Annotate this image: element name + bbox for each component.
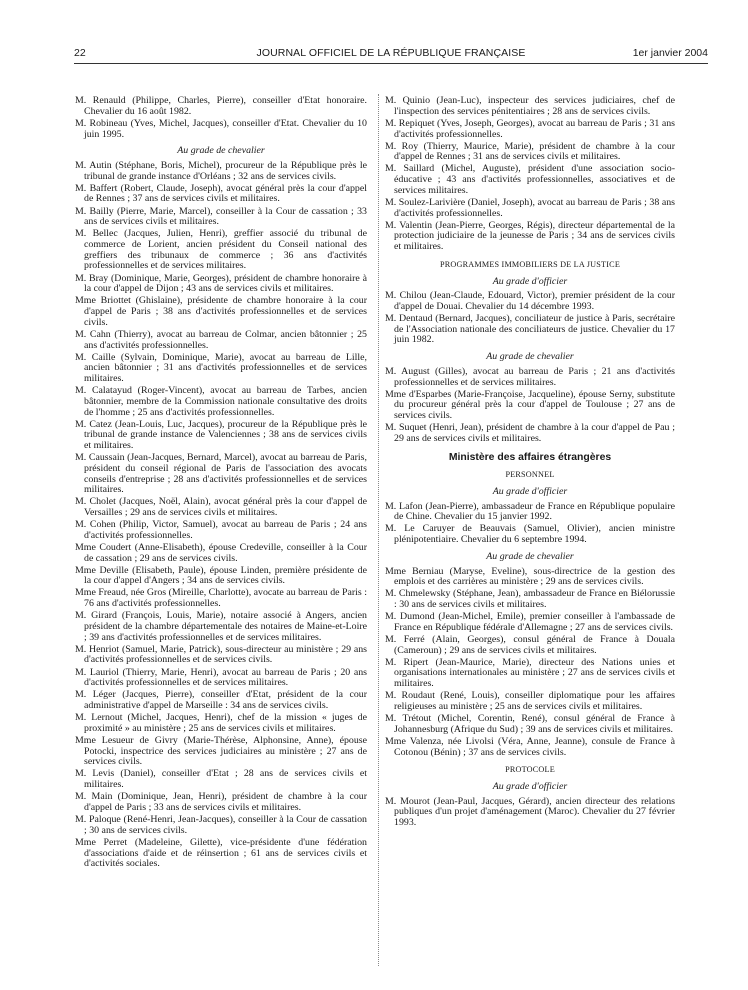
- section-heading-personnel: PERSONNEL: [505, 470, 555, 480]
- programmes-chevalier-entries: [385, 367, 675, 445]
- list-item: Mme Perret (Madeleine, Gilette), vice-présidente d'une fédération d'associations d'aide et de réinsertion ; 61 ans de services civils et d'activités sociales.: [75, 836, 367, 870]
- list-item: M. Henriot (Samuel, Marie, Patrick), sous-directeur au ministère ; 29 ans d'activités professionnelles et de services civils.: [75, 643, 367, 666]
- list-item: Mme Valenza, née Livolsi (Véra, Anne, Jeanne), consule de France à Cotonou (Bénin) ; 37 ans de services civils.: [385, 735, 675, 758]
- page-header: [74, 47, 708, 61]
- list-item: M. Robineau (Yves, Michel, Jacques), conseiller d'Etat. Chevalier du 10 juin 1995.: [75, 117, 367, 140]
- list-item: M. Saillard (Michel, Auguste), président d'une association socio-éducative ; 43 ans d'activités professionnelles, associatives et de services militaires.: [385, 163, 675, 196]
- page-number: 22: [74, 47, 86, 59]
- list-item: M. Chilou (Jean-Claude, Edouard, Victor), premier président de la cour d'appel de Douai. Chevalier du 14 décembre 1993.: [385, 290, 675, 312]
- ministry-officier-entries: [385, 502, 675, 546]
- programmes-officier-entries: [385, 291, 675, 346]
- list-item: M. Ferré (Alain, Georges), consul général de France à Douala (Cameroun) ; 29 ans de services civils et militaires.: [385, 633, 675, 656]
- issue-date: 1er janvier 2004: [632, 47, 708, 59]
- list-item: M. Levis (Daniel), conseiller d'Etat ; 28 ans de services civils et militaires.: [75, 768, 367, 791]
- grade-heading: Au grade de chevalier: [486, 351, 574, 363]
- list-item: M. Valentin (Jean-Pierre, Georges, Régis), directeur départemental de la protection judiciaire de la jeunesse de Paris ; 34 ans de services civils et militaires.: [385, 219, 675, 253]
- list-item: M. Le Caruyer de Beauvais (Samuel, Olivier), ancien ministre plénipotentiaire. Chevalier du 6 septembre 1994.: [385, 523, 675, 546]
- column-divider: [378, 94, 379, 966]
- list-item: M. Dumond (Jean-Michel, Emile), premier conseiller à l'ambassade de France en République fédérale d'Allemagne ; 27 ans de services civils.: [385, 611, 675, 633]
- list-item: M. Chmelewsky (Stéphane, Jean), ambassadeur de France en Biélorussie : 30 ans de services civils et militaires.: [385, 588, 675, 611]
- right-column: [385, 96, 675, 830]
- ministry-title: Ministère des affaires étrangères: [448, 451, 612, 463]
- list-item: M. Lernout (Michel, Jacques, Henri), chef de la mission « juges de proximité » au ministère ; 25 ans de services civils et militaires.: [75, 712, 367, 734]
- list-item: M. Suquet (Henri, Jean), président de chambre à la cour d'appel de Pau ; 29 ans de services civils et militaires.: [385, 422, 675, 444]
- list-item: Mme d'Esparbes (Marie-Françoise, Jacqueline), épouse Serny, substitute du procureur général près la cour d'appel de Toulouse ; 27 ans de services civils.: [385, 388, 675, 422]
- list-item: M. Bellec (Jacques, Julien, Henri), greffier associé du tribunal de commerce de Lorient, ancien président du Conseil national des greffiers des tribunaux de commerce ; 36 ans d'activités professionnelles et de services militaires.: [75, 228, 367, 272]
- list-item: M. Bray (Dominique, Marie, Georges), président de chambre honoraire à la cour d'appel de Dijon ; 43 ans de services civils et militaires.: [75, 272, 367, 295]
- grade-heading: Au grade d'officier: [492, 485, 568, 497]
- list-item: M. Mourot (Jean-Paul, Jacques, Gérard), ancien directeur des relations publiques d'un projet d'aménagement (Maroc). Chevalier du 27 février 1993.: [385, 795, 675, 829]
- section-heading-protocole: PROTOCOLE: [505, 765, 555, 775]
- list-item: M. Cahn (Thierry), avocat au barreau de Colmar, ancien bâtonnier ; 25 ans d'activités professionnelles.: [75, 328, 367, 351]
- list-item: M. Cohen (Philip, Victor, Samuel), avocat au barreau de Paris ; 24 ans d'activités professionnelles.: [75, 519, 367, 541]
- list-item: M. Dentaud (Bernard, Jacques), conciliateur de justice à Paris, secrétaire de l'Association nationale des conciliateurs de justice. Chevalier du 17 juin 1982.: [385, 313, 675, 346]
- list-item: M. Lauriol (Thierry, Marie, Henri), avocat au barreau de Paris ; 20 ans d'activités professionnelles et de services militaires.: [75, 666, 367, 689]
- list-item: M. Cholet (Jacques, Noël, Alain), avocat général près la cour d'appel de Versailles ; 29 ans de services civils et militaires.: [75, 496, 367, 518]
- protocole-entries: [385, 797, 675, 829]
- list-item: M. Roudaut (René, Louis), conseiller diplomatique pour les affaires religieuses au ministère ; 25 ans de services civils et militaires.: [385, 690, 675, 712]
- grade-heading: Au grade de chevalier: [486, 550, 574, 562]
- ministry-chevalier-entries: [385, 567, 675, 759]
- right-top-entries: [385, 96, 675, 253]
- list-item: M. Renauld (Philippe, Charles, Pierre), conseiller d'Etat honoraire. Chevalier du 16 août 1982.: [75, 95, 367, 117]
- list-item: Mme Coudert (Anne-Elisabeth), épouse Credeville, conseiller à la Cour de cassation ; 29 ans de services civils.: [75, 541, 367, 564]
- grade-heading: Au grade d'officier: [492, 275, 568, 287]
- list-item: M. Quinio (Jean-Luc), inspecteur des services judiciaires, chef de l'inspection des services pénitentiaires ; 28 ans de services civils.: [385, 95, 675, 117]
- list-item: Mme Berniau (Maryse, Eveline), sous-directrice de la gestion des emplois et des carrières au ministère ; 29 ans de services civils.: [385, 565, 675, 588]
- list-item: Mme Freaud, née Gros (Mireille, Charlotte), avocate au barreau de Paris : 76 ans d'activités professionnelles.: [75, 587, 367, 610]
- list-item: M. Girard (François, Louis, Marie), notaire associé à Angers, ancien président de la chambre départementale des notaires de Maine-et-Loire ; 39 ans d'activités professionnelles et de services militaires.: [75, 610, 367, 643]
- list-item: M. Autin (Stéphane, Boris, Michel), procureur de la République près le tribunal de grande instance d'Orléans ; 32 ans de services civils.: [75, 159, 367, 182]
- list-item: M. Roy (Thierry, Maurice, Marie), président de chambre à la cour d'appel de Rennes ; 31 ans de services civils et militaires.: [385, 140, 675, 163]
- list-item: M. Catez (Jean-Louis, Luc, Jacques), procureur de la République près le tribunal de grande instance de Valenciennes ; 38 ans de services civils et militaires.: [75, 418, 367, 451]
- list-item: M. Ripert (Jean-Maurice, Marie), directeur des Nations unies et organisations internationales au ministère ; 27 ans de services civils et militaires.: [385, 656, 675, 690]
- grade-heading: Au grade de chevalier: [177, 145, 265, 157]
- list-item: M. Paloque (René-Henri, Jean-Jacques), conseiller à la Cour de cassation ; 30 ans de services civils.: [75, 814, 367, 836]
- list-item: M. Soulez-Larivière (Daniel, Joseph), avocat au barreau de Paris ; 38 ans d'activités professionnelles.: [385, 196, 675, 219]
- list-item: M. Main (Dominique, Jean, Henri), président de chambre à la cour d'appel de Paris ; 33 ans de services civils et militaires.: [75, 791, 367, 813]
- list-item: Mme Briottet (Ghislaine), présidente de chambre honoraire à la cour d'appel de Paris ; 38 ans d'activités professionnelles et de services civils.: [75, 295, 367, 328]
- list-item: M. August (Gilles), avocat au barreau de Paris ; 21 ans d'activités professionnelles et de services militaires.: [385, 365, 675, 388]
- list-item: M. Trétout (Michel, Corentin, René), consul général de France à Johannesburg (Afrique du Sud) ; 39 ans de services civils et militaires.: [385, 713, 675, 735]
- left-entries: [75, 161, 367, 870]
- header-rule: [74, 63, 708, 64]
- list-item: M. Repiquet (Yves, Joseph, Georges), avocat au barreau de Paris ; 31 ans d'activités professionnelles.: [385, 117, 675, 140]
- list-item: M. Bailly (Pierre, Marie, Marcel), conseiller à la Cour de cassation ; 33 ans de services civils et militaires.: [75, 205, 367, 228]
- journal-title: JOURNAL OFFICIEL DE LA RÉPUBLIQUE FRANÇAISE: [256, 47, 526, 59]
- list-item: Mme Deville (Elisabeth, Paule), épouse Linden, première présidente de la cour d'appel d'Angers ; 34 ans de services civils.: [75, 564, 367, 587]
- section-heading-programmes: PROGRAMMES IMMOBILIERS DE LA JUSTICE: [439, 259, 621, 269]
- list-item: M. Léger (Jacques, Pierre), conseiller d'Etat, président de la cour administrative d'appel de Marseille : 34 ans de services civils.: [75, 689, 367, 712]
- grade-heading: Au grade d'officier: [492, 780, 568, 792]
- list-item: M. Baffert (Robert, Claude, Joseph), avocat général près la cour d'appel de Rennes ; 37 ans de services civils et militaires.: [75, 182, 367, 205]
- list-item: M. Lafon (Jean-Pierre), ambassadeur de France en République populaire de Chine. Chevalier du 15 janvier 1992.: [385, 500, 675, 523]
- list-item: M. Caussain (Jean-Jacques, Bernard, Marcel), avocat au barreau de Paris, président du conseil régional de Paris de l'association des avocats conseils d'entreprise ; 28 ans d'activités professionnelles et de services militaires.: [75, 452, 367, 496]
- list-item: Mme Lesueur de Givry (Marie-Thérèse, Alphonsine, Anne), épouse Potocki, inspectrice des services judiciaires au ministère ; 27 ans de services civils.: [75, 734, 367, 768]
- list-item: M. Calatayud (Roger-Vincent), avocat au barreau de Tarbes, ancien bâtonnier, membre de la Commission nationale consultative des droits de l'homme ; 25 ans d'activités professionnelles.: [75, 385, 367, 418]
- left-column: [75, 96, 367, 871]
- list-item: M. Caille (Sylvain, Dominique, Marie), avocat au barreau de Lille, ancien bâtonnier ; 31 ans d'activités professionnelles et de services militaires.: [75, 351, 367, 384]
